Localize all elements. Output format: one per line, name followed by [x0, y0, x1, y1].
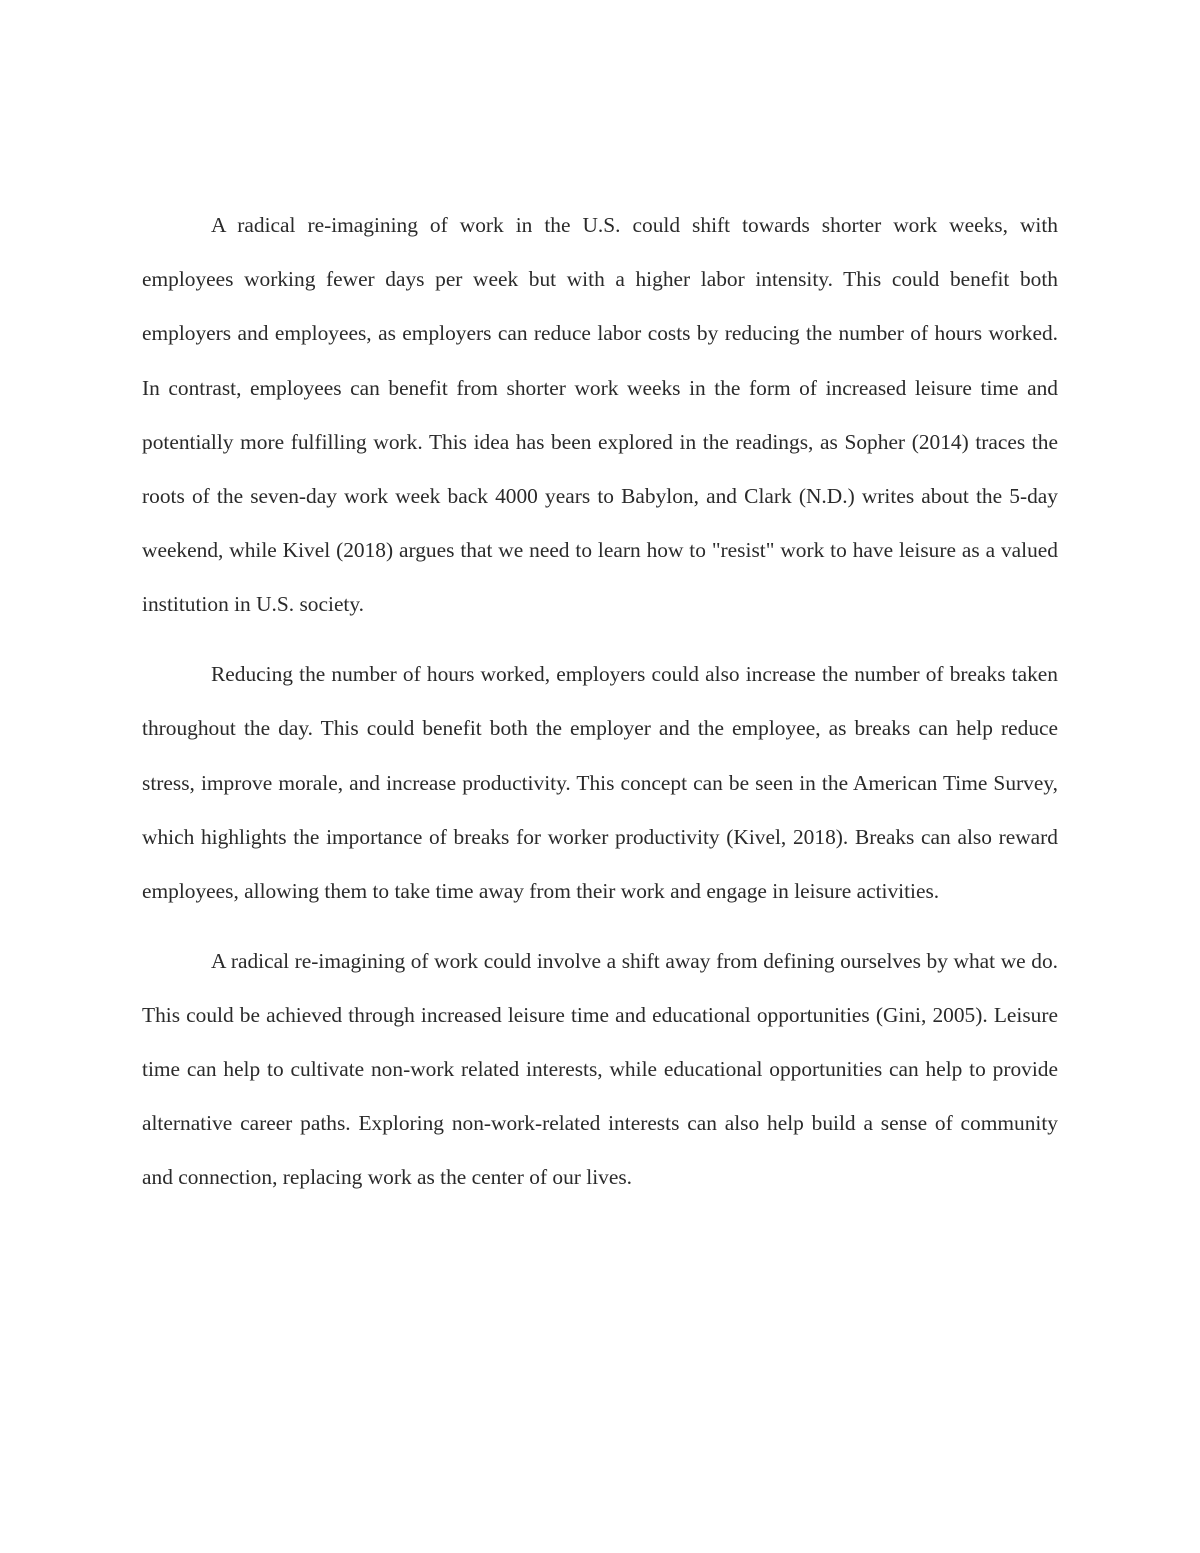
document-body	[142, 198, 1058, 1220]
paragraph-3: A radical re-imagining of work could involve a shift away from defining ourselves by what we do. This could be achieved through increased leisure time and educational opportunities (Gini, 2005). Leisure time can help to cultivate non-work related interests, while educational opportunities can help to provide alternative career paths. Exploring non-work-related interests can also help build a sense of community and connection, replacing work as the center of our lives.	[142, 948, 1058, 1190]
paragraph-1: A radical re-imagining of work in the U.S. could shift towards shorter work weeks, with employees working fewer days per week but with a higher labor intensity. This could benefit both employers and employees, as employers can reduce labor costs by reducing the number of hours worked. In contrast, employees can benefit from shorter work weeks in the form of increased leisure time and potentially more fulfilling work. This idea has been explored in the readings, as Sopher (2014) traces the roots of the seven-day work week back 4000 years to Babylon, and Clark (N.D.) writes about the 5-day weekend, while Kivel (2018) argues that we need to learn how to "resist" work to have leisure as a valued institution in U.S. society.	[142, 213, 1058, 617]
paragraph-2: Reducing the number of hours worked, employers could also increase the number of breaks taken throughout the day. This could benefit both the employer and the employee, as breaks can help reduce stress, improve morale, and increase productivity. This concept can be seen in the American Time Survey, which highlights the importance of breaks for worker productivity (Kivel, 2018). Breaks can also reward employees, allowing them to take time away from their work and engage in leisure activities.	[142, 662, 1058, 903]
